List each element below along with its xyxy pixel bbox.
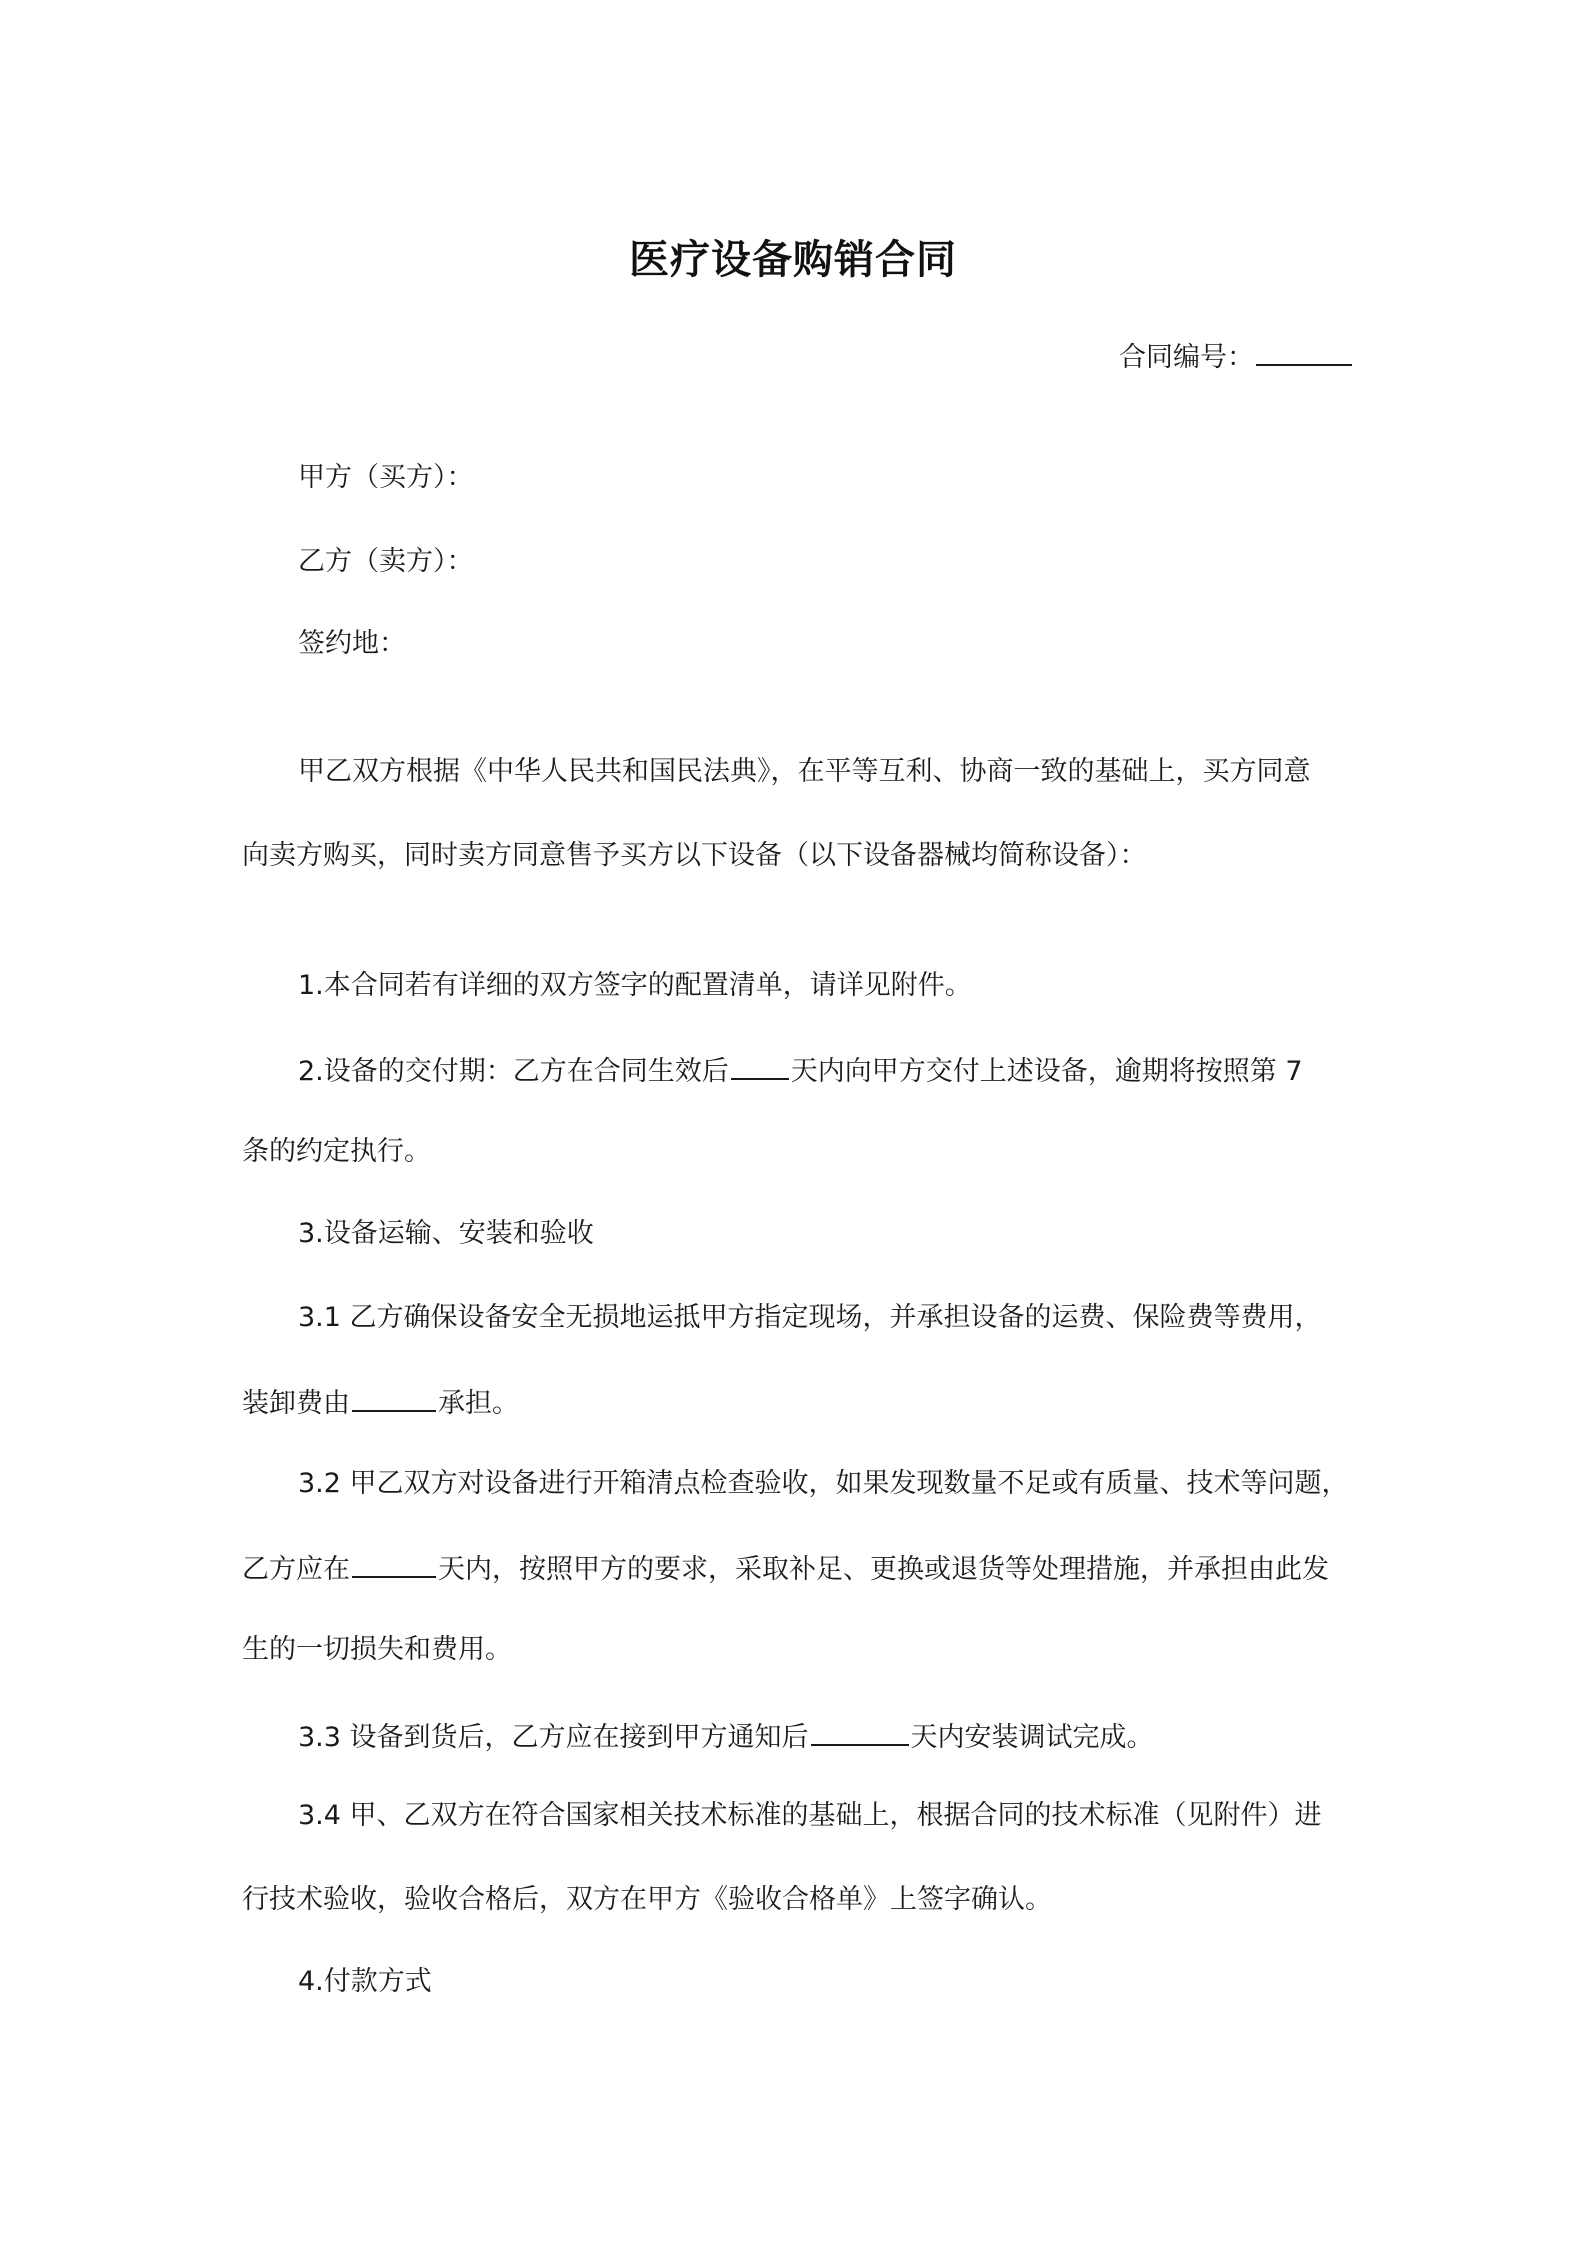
clause-4-heading: 4.付款方式 [298,1966,432,1997]
contract-number-label: 合同编号： [1119,342,1254,373]
contract-number [1119,334,1354,378]
clause-3-2-text-b: 天内，按照甲方的要求，采取补足、更换或退货等处理措施，并承担由此发 [438,1554,1329,1585]
clause-2-line-1 [298,1048,1303,1092]
clause-3-1-text-a: 装卸费由 [242,1388,350,1419]
clause-3-2-line-1: 3.2 甲乙双方对设备进行开箱清点检查验收，如果发现数量不足或有质量、技术等问题， [298,1468,1349,1499]
clause-3-1-line-1: 3.1 乙方确保设备安全无损地运抵甲方指定现场，并承担设备的运费、保险费等费用， [298,1302,1322,1333]
clause-2-text-a: 2.设备的交付期：乙方在合同生效后 [298,1056,729,1087]
clause-3-3-text-b: 天内安装调试完成。 [910,1722,1154,1753]
clause-3-2-text-a: 乙方应在 [242,1554,350,1585]
clause-3-4-line-2: 行技术验收，验收合格后，双方在甲方《验收合格单》上签字确认。 [242,1884,1052,1915]
clause-3-3 [298,1714,1154,1758]
sign-place-line: 签约地： [298,628,406,659]
intro-paragraph-line-1: 甲乙双方根据《中华人民共和国民法典》，在平等互利、协商一致的基础上，买方同意 [298,756,1311,787]
clause-3-2-line-2 [242,1546,1329,1590]
clause-3-4-line-1: 3.4 甲、乙双方在符合国家相关技术标准的基础上，根据合同的技术标准（见附件）进 [298,1800,1322,1831]
clause-1: 1.本合同若有详细的双方签字的配置清单，请详见附件。 [298,970,972,1001]
contract-number-blank [1256,334,1352,366]
clause-2-text-b: 天内向甲方交付上述设备，逾期将按照第 7 [790,1056,1303,1087]
unloading-fee-party-blank [352,1380,436,1412]
clause-3-1-text-b: 承担。 [438,1388,519,1419]
party-b-line: 乙方（卖方）： [298,546,474,577]
document-title: 医疗设备购销合同 [629,237,957,283]
intro-paragraph-line-2: 向卖方购买，同时卖方同意售予买方以下设备（以下设备器械均简称设备）： [242,840,1147,871]
remedy-days-blank [352,1546,436,1578]
clause-2-line-2: 条的约定执行。 [242,1136,431,1167]
clause-3-2-line-3: 生的一切损失和费用。 [242,1634,512,1665]
installation-days-blank [811,1714,909,1746]
delivery-days-blank [731,1048,789,1080]
clause-3-3-text-a: 3.3 设备到货后，乙方应在接到甲方通知后 [298,1722,809,1753]
party-a-line: 甲方（买方）： [298,462,474,493]
clause-3-1-line-2 [242,1380,519,1424]
clause-3-heading: 3.设备运输、安装和验收 [298,1218,594,1249]
